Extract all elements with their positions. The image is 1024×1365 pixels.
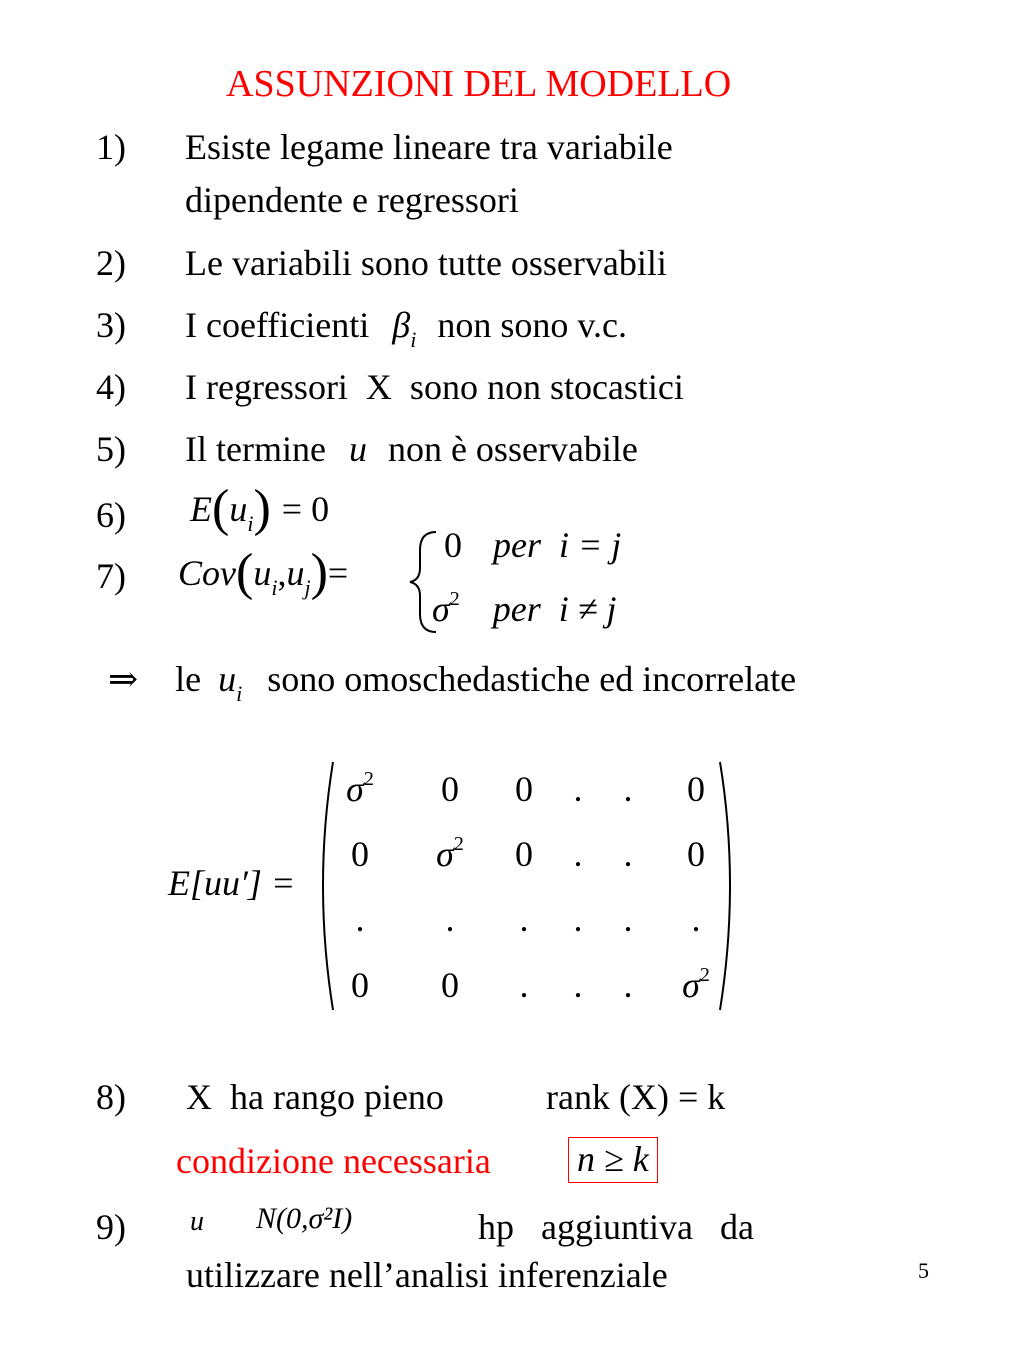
matrix-cell: 0 — [687, 769, 705, 809]
item-number-6: 6) — [96, 495, 126, 535]
item-1-line-2: dipendente e regressori — [185, 180, 519, 220]
item-number-1: 1) — [96, 127, 126, 167]
case-1: 0 per i = j — [444, 525, 622, 565]
necessary-condition-box: n ≥ k — [568, 1137, 658, 1183]
expectation-formula: $E(u_i) = 0$ — [190, 480, 330, 537]
matrix-cell: $\sigma^2$ — [682, 964, 710, 1005]
item-1-line-1: Esiste legame lineare tra variabile — [185, 127, 673, 167]
item-4-text: I regressori X sono non stocastici — [185, 367, 684, 407]
matrix-cell: 0 — [441, 769, 459, 809]
item-9-text-b: utilizzare nell’analisi inferenziale — [186, 1255, 668, 1295]
item-number-9: 9) — [96, 1207, 126, 1247]
item-5-text-a: Il termine — [185, 429, 326, 469]
matrix-cell: . — [573, 769, 583, 809]
item-5-text-b: non è osservabile — [387, 429, 638, 469]
matrix-cell: 0 — [351, 834, 369, 874]
page-title: ASSUNZIONI DEL MODELLO — [226, 63, 732, 105]
item-3-text-b: non sono v.c. — [437, 305, 627, 345]
matrix-cell: . — [623, 769, 633, 809]
matrix-cell: . — [519, 899, 529, 939]
matrix-cell: 0 — [515, 769, 533, 809]
rank-text: rank (X) = k — [546, 1077, 726, 1117]
u-variable: u — [348, 429, 367, 469]
matrix-cell: . — [623, 899, 633, 939]
matrix-cell: 0 — [687, 834, 705, 874]
matrix-cell: . — [355, 899, 365, 939]
item-9-text-a: hp aggiuntiva da — [478, 1207, 754, 1247]
beta-symbol: $\beta_i$ — [392, 305, 417, 352]
item-number-7: 7) — [96, 556, 126, 596]
item-3-text-a: I coefficienti — [185, 305, 370, 345]
item-number-3: 3) — [96, 305, 126, 345]
implication-line: ⇒ le $u_i$ sono omoschedastiche ed incorrelate — [108, 659, 797, 706]
item-number-5: 5) — [96, 429, 126, 469]
matrix-cell: . — [691, 899, 701, 939]
matrix-cell: 0 — [441, 965, 459, 1005]
u-distribution-var: u — [190, 1206, 204, 1237]
matrix-cell: $\sigma^2$ — [436, 833, 464, 874]
item-number-4: 4) — [96, 367, 126, 407]
matrix-cell: . — [573, 965, 583, 1005]
item-number-2: 2) — [96, 243, 126, 283]
matrix-cell: . — [519, 965, 529, 1005]
matrix-cell: $\sigma^2$ — [346, 768, 374, 809]
matrix-cell: . — [623, 965, 633, 1005]
necessary-condition-label: condizione necessaria — [176, 1141, 491, 1181]
page-number: 5 — [918, 1258, 929, 1283]
case-2: $\sigma^2$ per i ≠ j — [432, 588, 617, 629]
implies-arrow: ⇒ — [108, 659, 139, 699]
item-8-text: X ha rango pieno — [186, 1077, 444, 1117]
matrix-cell: . — [573, 834, 583, 874]
item-number-8: 8) — [96, 1077, 126, 1117]
covariance-lhs: $Cov(u_i,u_j)=$ — [178, 544, 349, 601]
matrix-cell: 0 — [351, 965, 369, 1005]
matrix-cell: . — [445, 899, 455, 939]
matrix-cell: . — [573, 899, 583, 939]
normal-distribution: N(0,σ²I) — [256, 1202, 353, 1235]
matrix-cell: 0 — [515, 834, 533, 874]
matrix-cell: . — [623, 834, 633, 874]
item-2-text: Le variabili sono tutte osservabili — [185, 243, 667, 283]
matrix-lhs: E[uu′] = — [168, 863, 296, 903]
